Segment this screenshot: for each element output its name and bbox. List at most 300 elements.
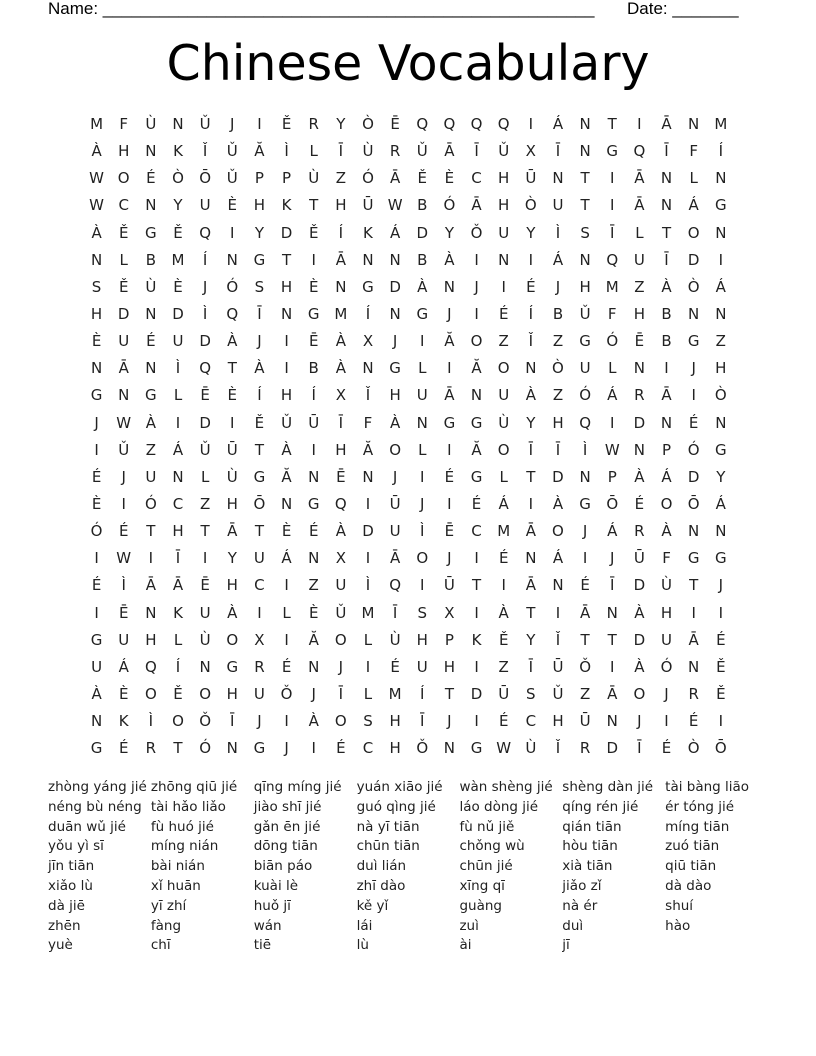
grid-letter[interactable]: H xyxy=(552,413,564,432)
grid-letter[interactable]: T xyxy=(661,223,672,242)
grid-letter[interactable]: T xyxy=(173,739,183,758)
grid-letter[interactable]: H xyxy=(335,196,347,215)
grid-letter[interactable]: Á xyxy=(118,657,129,676)
grid-letter[interactable]: S xyxy=(526,685,536,704)
grid-letter[interactable]: Á xyxy=(172,440,184,459)
grid-letter[interactable]: Ā xyxy=(661,386,672,405)
grid-letter[interactable]: É xyxy=(91,467,102,486)
grid-letter[interactable]: D xyxy=(633,576,646,595)
grid-letter[interactable]: D xyxy=(416,223,429,242)
grid-letter[interactable]: I xyxy=(311,739,316,758)
grid-letter[interactable]: I xyxy=(420,332,425,351)
grid-letter[interactable]: Q xyxy=(633,142,646,161)
grid-letter[interactable]: Ǒ xyxy=(416,739,429,758)
grid-letter[interactable]: Ǔ xyxy=(579,305,591,324)
grid-letter[interactable]: Í xyxy=(202,250,208,269)
grid-letter[interactable]: Ó xyxy=(362,169,374,188)
grid-letter[interactable]: J xyxy=(338,657,344,676)
grid-letter[interactable]: À xyxy=(417,277,428,296)
grid-letter[interactable]: Z xyxy=(498,332,509,351)
grid-letter[interactable]: Ō xyxy=(199,169,212,188)
grid-letter[interactable]: É xyxy=(580,576,590,595)
grid-letter[interactable]: H xyxy=(660,603,673,622)
grid-letter[interactable]: Ó xyxy=(579,386,591,405)
grid-letter[interactable]: O xyxy=(334,712,347,731)
grid-letter[interactable]: Ā xyxy=(471,196,482,215)
grid-letter[interactable]: Ă xyxy=(281,467,292,486)
grid-letter[interactable]: J xyxy=(94,413,99,432)
grid-letter[interactable]: I xyxy=(528,495,534,514)
grid-letter[interactable]: N xyxy=(362,250,374,269)
grid-letter[interactable]: N xyxy=(145,305,157,324)
grid-letter[interactable]: U xyxy=(145,467,157,486)
grid-letter[interactable]: N xyxy=(199,657,211,676)
grid-letter[interactable]: H xyxy=(633,305,646,324)
grid-letter[interactable]: X xyxy=(335,549,346,568)
grid-letter[interactable]: U xyxy=(335,576,347,595)
grid-letter[interactable]: I xyxy=(610,169,615,188)
grid-letter[interactable]: N xyxy=(226,739,238,758)
grid-letter[interactable]: J xyxy=(691,359,696,378)
grid-letter[interactable]: G xyxy=(145,386,157,405)
grid-letter[interactable]: W xyxy=(116,413,132,432)
grid-letter[interactable]: Q xyxy=(443,115,456,134)
grid-letter[interactable]: N xyxy=(715,223,727,242)
grid-letter[interactable]: I xyxy=(284,576,289,595)
grid-letter[interactable]: D xyxy=(117,305,130,324)
grid-letter[interactable]: Z xyxy=(308,576,319,595)
grid-letter[interactable]: T xyxy=(227,359,237,378)
grid-letter[interactable]: N xyxy=(145,142,157,161)
grid-letter[interactable]: W xyxy=(116,549,132,568)
grid-letter[interactable]: Ā xyxy=(525,522,536,541)
grid-letter[interactable]: C xyxy=(118,196,129,215)
grid-letter[interactable]: Ǔ xyxy=(199,115,211,134)
grid-letter[interactable]: D xyxy=(199,332,211,351)
grid-letter[interactable]: I xyxy=(202,549,208,568)
grid-letter[interactable]: F xyxy=(363,413,373,432)
grid-letter[interactable]: I xyxy=(230,413,235,432)
grid-letter[interactable]: D xyxy=(606,739,619,758)
grid-letter[interactable]: Ó xyxy=(606,332,619,351)
grid-letter[interactable]: Ù xyxy=(661,576,673,595)
grid-letter[interactable]: D xyxy=(687,250,700,269)
grid-letter[interactable]: H xyxy=(280,386,293,405)
grid-letter[interactable]: Y xyxy=(716,467,726,486)
grid-letter[interactable]: À xyxy=(634,467,645,486)
grid-letter[interactable]: Z xyxy=(634,277,645,296)
grid-letter[interactable]: Z xyxy=(579,685,591,704)
grid-letter[interactable]: U xyxy=(579,359,591,378)
grid-letter[interactable]: B xyxy=(661,305,672,324)
grid-letter[interactable]: N xyxy=(633,440,645,459)
grid-letter[interactable]: L xyxy=(173,386,183,405)
grid-letter[interactable]: L xyxy=(282,603,291,622)
grid-letter[interactable]: T xyxy=(254,522,264,541)
grid-letter[interactable]: K xyxy=(363,223,373,242)
grid-letter[interactable]: R xyxy=(634,522,645,541)
grid-letter[interactable]: Á xyxy=(607,386,618,405)
grid-letter[interactable]: À xyxy=(335,332,346,351)
grid-letter[interactable]: Ó xyxy=(144,495,157,514)
grid-letter[interactable]: N xyxy=(362,467,374,486)
grid-letter[interactable]: K xyxy=(118,712,129,731)
grid-letter[interactable]: R xyxy=(145,739,157,758)
grid-letter[interactable]: G xyxy=(443,413,456,432)
grid-letter[interactable]: O xyxy=(552,522,564,541)
grid-letter[interactable]: N xyxy=(90,250,103,269)
grid-letter[interactable]: F xyxy=(662,549,671,568)
grid-letter[interactable]: L xyxy=(363,685,373,704)
grid-letter[interactable]: U xyxy=(118,630,130,649)
grid-letter[interactable]: Q xyxy=(199,223,212,242)
grid-letter[interactable]: G xyxy=(470,467,483,486)
grid-letter[interactable]: G xyxy=(470,739,483,758)
grid-letter[interactable]: L xyxy=(499,467,508,486)
grid-letter[interactable]: D xyxy=(633,630,646,649)
grid-letter[interactable]: N xyxy=(715,169,727,188)
grid-letter[interactable]: Ù xyxy=(362,142,374,161)
grid-letter[interactable]: G xyxy=(90,739,103,758)
grid-letter[interactable]: J xyxy=(121,467,126,486)
grid-letter[interactable]: Ē xyxy=(308,332,319,351)
grid-letter[interactable]: Ī xyxy=(528,440,534,459)
grid-letter[interactable]: T xyxy=(607,115,617,134)
grid-letter[interactable]: B xyxy=(417,196,428,215)
grid-letter[interactable]: J xyxy=(420,495,425,514)
grid-letter[interactable]: D xyxy=(687,467,700,486)
grid-letter[interactable]: N xyxy=(688,115,700,134)
grid-letter[interactable]: Ǐ xyxy=(365,386,371,405)
grid-letter[interactable]: Ù xyxy=(145,277,157,296)
grid-letter[interactable]: Ù xyxy=(226,467,238,486)
grid-letter[interactable]: Ǒ xyxy=(470,223,483,242)
grid-letter[interactable]: G xyxy=(714,549,727,568)
grid-letter[interactable]: N xyxy=(579,250,591,269)
grid-letter[interactable]: Á xyxy=(661,467,672,486)
grid-letter[interactable]: Ē xyxy=(634,332,645,351)
grid-letter[interactable]: Ī xyxy=(528,657,534,676)
grid-letter[interactable]: D xyxy=(633,413,646,432)
grid-letter[interactable]: N xyxy=(308,467,320,486)
grid-letter[interactable]: Ī xyxy=(230,712,235,731)
grid-letter[interactable]: H xyxy=(498,169,510,188)
grid-letter[interactable]: D xyxy=(389,277,401,296)
grid-letter[interactable]: I xyxy=(94,440,99,459)
grid-letter[interactable]: G xyxy=(579,332,591,351)
grid-letter[interactable]: I xyxy=(420,576,425,595)
grid-letter[interactable]: N xyxy=(715,413,727,432)
grid-letter[interactable]: O xyxy=(172,712,184,731)
grid-letter[interactable]: Z xyxy=(552,386,564,405)
grid-letter[interactable]: J xyxy=(392,467,398,486)
grid-letter[interactable]: Ù xyxy=(199,630,211,649)
grid-letter[interactable]: Ì xyxy=(121,576,126,595)
grid-letter[interactable]: N xyxy=(389,250,401,269)
grid-letter[interactable]: R xyxy=(579,739,591,758)
grid-letter[interactable]: Ū xyxy=(443,576,455,595)
grid-letter[interactable]: Ě xyxy=(417,169,427,188)
grid-letter[interactable]: Ī xyxy=(420,712,425,731)
grid-letter[interactable]: Ǒ xyxy=(280,685,293,704)
grid-letter[interactable]: U xyxy=(91,657,103,676)
grid-letter[interactable]: G xyxy=(90,386,103,405)
grid-letter[interactable]: Ò xyxy=(362,115,374,134)
grid-letter[interactable]: Ù xyxy=(308,169,320,188)
grid-letter[interactable]: H xyxy=(389,712,401,731)
grid-letter[interactable]: G xyxy=(253,250,266,269)
grid-letter[interactable]: Ā xyxy=(444,142,455,161)
grid-letter[interactable]: N xyxy=(688,522,700,541)
grid-letter[interactable]: I xyxy=(365,495,371,514)
grid-letter[interactable]: M xyxy=(388,685,402,704)
grid-letter[interactable]: L xyxy=(200,467,210,486)
grid-letter[interactable]: Ā xyxy=(444,386,455,405)
grid-letter[interactable]: À xyxy=(661,522,672,541)
grid-letter[interactable]: M xyxy=(361,603,375,622)
grid-letter[interactable]: G xyxy=(389,359,401,378)
grid-letter[interactable]: È xyxy=(444,169,455,188)
grid-letter[interactable]: T xyxy=(254,440,264,459)
grid-letter[interactable]: U xyxy=(118,332,130,351)
grid-letter[interactable]: Q xyxy=(497,115,510,134)
grid-letter[interactable]: D xyxy=(552,467,564,486)
grid-letter[interactable]: I xyxy=(691,386,696,405)
grid-letter[interactable]: L xyxy=(119,250,128,269)
grid-letter[interactable]: O xyxy=(497,440,510,459)
grid-letter[interactable]: N xyxy=(660,196,673,215)
grid-letter[interactable]: Y xyxy=(336,115,346,134)
grid-letter[interactable]: É xyxy=(716,630,726,649)
grid-letter[interactable]: Ī xyxy=(175,549,181,568)
grid-letter[interactable]: É xyxy=(688,413,699,432)
grid-letter[interactable]: Ă xyxy=(362,440,374,459)
grid-letter[interactable]: Ō xyxy=(687,495,700,514)
grid-letter[interactable]: Ò xyxy=(687,739,700,758)
grid-letter[interactable]: P xyxy=(254,169,264,188)
grid-letter[interactable]: Ó xyxy=(660,657,673,676)
grid-letter[interactable]: T xyxy=(580,169,590,188)
grid-letter[interactable]: À xyxy=(444,250,455,269)
grid-letter[interactable]: X xyxy=(525,142,536,161)
grid-letter[interactable]: Ǔ xyxy=(199,440,211,459)
grid-letter[interactable]: Ì xyxy=(175,359,181,378)
grid-letter[interactable]: À xyxy=(634,657,645,676)
grid-letter[interactable]: Ā xyxy=(661,115,672,134)
grid-letter[interactable]: I xyxy=(420,467,425,486)
grid-letter[interactable]: T xyxy=(689,576,699,595)
grid-letter[interactable]: T xyxy=(200,522,210,541)
grid-letter[interactable]: N xyxy=(308,657,320,676)
grid-letter[interactable]: H xyxy=(226,576,238,595)
grid-letter[interactable]: N xyxy=(579,115,591,134)
grid-letter[interactable]: À xyxy=(498,603,509,622)
grid-letter[interactable]: J xyxy=(447,549,452,568)
grid-letter[interactable]: À xyxy=(308,712,319,731)
grid-letter[interactable]: I xyxy=(148,549,154,568)
grid-letter[interactable]: M xyxy=(605,277,619,296)
grid-letter[interactable]: Í xyxy=(365,305,371,324)
grid-letter[interactable]: Ě xyxy=(173,223,183,242)
grid-letter[interactable]: I xyxy=(474,549,479,568)
grid-letter[interactable]: É xyxy=(444,467,455,486)
grid-letter[interactable]: Ǔ xyxy=(335,603,347,622)
grid-letter[interactable]: G xyxy=(714,196,727,215)
grid-letter[interactable]: Ī xyxy=(392,603,398,622)
grid-letter[interactable]: À xyxy=(281,440,292,459)
grid-letter[interactable]: À xyxy=(335,522,346,541)
grid-letter[interactable]: À xyxy=(552,495,564,514)
grid-letter[interactable]: I xyxy=(718,712,724,731)
grid-letter[interactable]: Ū xyxy=(226,440,238,459)
grid-letter[interactable]: D xyxy=(172,305,184,324)
grid-letter[interactable]: K xyxy=(173,142,183,161)
grid-letter[interactable]: Ī xyxy=(338,142,344,161)
grid-letter[interactable]: Ó xyxy=(90,522,103,541)
grid-letter[interactable]: O xyxy=(389,440,402,459)
grid-letter[interactable]: È xyxy=(91,495,102,514)
grid-letter[interactable]: È xyxy=(227,196,238,215)
grid-letter[interactable]: U xyxy=(172,332,184,351)
grid-letter[interactable]: Q xyxy=(199,359,212,378)
grid-letter[interactable]: T xyxy=(281,250,292,269)
grid-letter[interactable]: Ì xyxy=(420,522,425,541)
grid-letter[interactable]: O xyxy=(334,630,347,649)
grid-letter[interactable]: À xyxy=(227,332,238,351)
grid-letter[interactable]: Ī xyxy=(338,685,344,704)
grid-letter[interactable]: È xyxy=(118,685,129,704)
grid-letter[interactable]: Ī xyxy=(257,305,262,324)
grid-letter[interactable]: O xyxy=(660,495,673,514)
grid-letter[interactable]: H xyxy=(253,196,266,215)
grid-letter[interactable]: L xyxy=(418,359,427,378)
grid-letter[interactable]: C xyxy=(471,522,482,541)
grid-letter[interactable]: X xyxy=(362,332,374,351)
grid-letter[interactable]: W xyxy=(89,196,104,215)
grid-letter[interactable]: N xyxy=(389,305,401,324)
grid-letter[interactable]: Ē xyxy=(390,115,400,134)
grid-letter[interactable]: È xyxy=(281,522,292,541)
grid-letter[interactable]: P xyxy=(282,169,292,188)
grid-letter[interactable]: U xyxy=(552,196,564,215)
grid-letter[interactable]: N xyxy=(498,250,510,269)
grid-letter[interactable]: É xyxy=(688,712,699,731)
grid-letter[interactable]: W xyxy=(604,440,620,459)
grid-letter[interactable]: Ā xyxy=(634,169,645,188)
grid-letter[interactable]: I xyxy=(311,250,316,269)
grid-letter[interactable]: I xyxy=(610,196,615,215)
grid-letter[interactable]: É xyxy=(118,522,129,541)
grid-letter[interactable]: Á xyxy=(281,549,292,568)
grid-letter[interactable]: G xyxy=(307,305,320,324)
grid-letter[interactable]: N xyxy=(606,603,618,622)
grid-letter[interactable]: U xyxy=(416,657,428,676)
grid-letter[interactable]: Ū xyxy=(525,169,537,188)
grid-letter[interactable]: Í xyxy=(175,657,181,676)
grid-letter[interactable]: I xyxy=(474,250,479,269)
grid-letter[interactable]: N xyxy=(145,603,157,622)
grid-letter[interactable]: N xyxy=(470,386,483,405)
grid-letter[interactable]: N xyxy=(579,467,591,486)
grid-letter[interactable]: É xyxy=(390,657,400,676)
grid-letter[interactable]: N xyxy=(118,386,130,405)
grid-letter[interactable]: L xyxy=(418,440,427,459)
grid-letter[interactable]: J xyxy=(257,332,262,351)
grid-letter[interactable]: O xyxy=(199,685,212,704)
grid-letter[interactable]: T xyxy=(607,630,617,649)
grid-letter[interactable]: À xyxy=(227,603,238,622)
grid-letter[interactable]: Á xyxy=(715,495,726,514)
grid-letter[interactable]: N xyxy=(660,413,673,432)
grid-letter[interactable]: G xyxy=(687,549,700,568)
grid-letter[interactable]: É xyxy=(498,549,509,568)
grid-letter[interactable]: N xyxy=(335,277,347,296)
grid-letter[interactable]: N xyxy=(362,359,374,378)
grid-letter[interactable]: G xyxy=(470,413,483,432)
grid-letter[interactable]: F xyxy=(607,305,617,324)
grid-letter[interactable]: O xyxy=(497,359,510,378)
grid-letter[interactable]: I xyxy=(447,440,452,459)
date-line[interactable]: Date: _______ xyxy=(627,0,739,18)
grid-letter[interactable]: I xyxy=(257,603,262,622)
grid-letter[interactable]: I xyxy=(610,413,615,432)
grid-letter[interactable]: Ō xyxy=(253,495,266,514)
grid-letter[interactable]: Ā xyxy=(145,576,156,595)
grid-letter[interactable]: Ū xyxy=(498,685,510,704)
grid-letter[interactable]: Ī xyxy=(555,440,561,459)
grid-letter[interactable]: N xyxy=(443,277,456,296)
grid-letter[interactable]: Ó xyxy=(199,739,212,758)
grid-letter[interactable]: I xyxy=(365,657,371,676)
grid-letter[interactable]: H xyxy=(145,630,157,649)
grid-letter[interactable]: I xyxy=(664,712,669,731)
grid-letter[interactable]: H xyxy=(443,657,456,676)
grid-letter[interactable]: Z xyxy=(199,495,211,514)
grid-letter[interactable]: Ū xyxy=(362,196,374,215)
grid-letter[interactable]: Ǐ xyxy=(555,739,561,758)
grid-letter[interactable]: Ì xyxy=(284,142,289,161)
grid-letter[interactable]: Ǐ xyxy=(555,630,561,649)
grid-letter[interactable]: N xyxy=(226,250,238,269)
grid-letter[interactable]: I xyxy=(474,712,479,731)
grid-letter[interactable]: Ā xyxy=(389,549,401,568)
grid-letter[interactable]: H xyxy=(498,196,510,215)
grid-letter[interactable]: È xyxy=(227,386,238,405)
grid-letter[interactable]: Ă xyxy=(308,630,319,649)
grid-letter[interactable]: Q xyxy=(334,495,347,514)
grid-letter[interactable]: G xyxy=(226,657,239,676)
grid-letter[interactable]: À xyxy=(335,359,346,378)
grid-letter[interactable]: N xyxy=(172,115,184,134)
grid-letter[interactable]: B xyxy=(552,305,564,324)
grid-letter[interactable]: Y xyxy=(526,223,536,242)
grid-letter[interactable]: Ō xyxy=(606,495,619,514)
grid-letter[interactable]: H xyxy=(552,712,564,731)
grid-letter[interactable]: Ū xyxy=(579,712,591,731)
grid-letter[interactable]: W xyxy=(387,196,403,215)
grid-letter[interactable]: À xyxy=(525,386,536,405)
grid-letter[interactable]: Ì xyxy=(202,305,208,324)
grid-letter[interactable]: N xyxy=(172,467,184,486)
grid-letter[interactable]: H xyxy=(389,386,401,405)
grid-letter[interactable]: W xyxy=(89,169,104,188)
grid-letter[interactable]: Í xyxy=(257,386,262,405)
grid-letter[interactable]: N xyxy=(145,359,157,378)
grid-letter[interactable]: I xyxy=(284,359,289,378)
grid-letter[interactable]: Ǔ xyxy=(281,413,293,432)
grid-letter[interactable]: J xyxy=(582,522,588,541)
name-line[interactable]: Name: ____________________________________________________ xyxy=(48,0,595,18)
